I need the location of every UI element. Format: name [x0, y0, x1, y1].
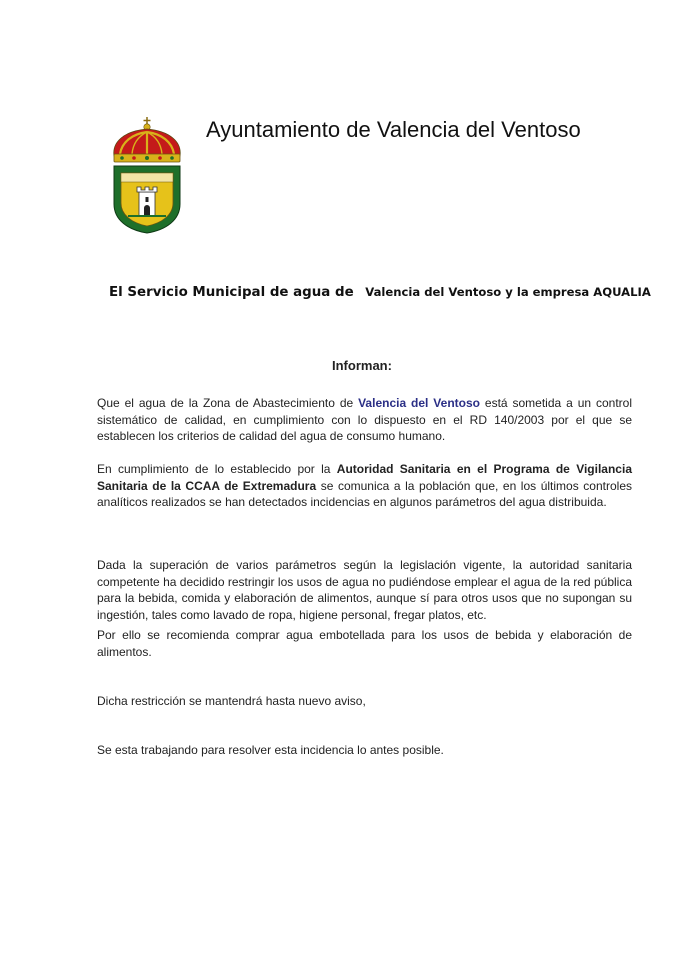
paragraph-restriction-details: Dada la superación de varios parámetros según la legislación vigente, la autoridad sanitaria competente ha decidido restringir los usos de agua no pudiéndose emplear el agua de la red pública para la bebida, comida y elaboración de alimentos, aunque sí para otros usos que no supongan su ingestión, tales como lavado de ropa, higiene personal, fregar platos, etc.: [97, 558, 632, 622]
page-title: Ayuntamiento de Valencia del Ventoso: [206, 117, 581, 142]
p1-town-name: Valencia del Ventoso: [358, 396, 480, 410]
paragraph-bottled-water: Por ello se recomienda comprar agua embotellada para los usos de bebida y elaboración de alimentos.: [97, 628, 632, 659]
p1-text-start: Que el agua de la Zona de Abastecimiento de: [97, 396, 359, 410]
subtitle-service: El Servicio Municipal de agua de: [109, 285, 354, 300]
p2-text-start: En cumplimiento de lo establecido por la: [97, 462, 337, 476]
p2-authority-name: Autoridad Sanitaria en el Programa de Vigilancia Sanitaria de la CCAA de Extremadura: [97, 462, 632, 493]
paragraph-until-notice: Dicha restricción se mantendrá hasta nuevo aviso,: [97, 694, 366, 708]
p2-text-end: se comunica a la población que, en los últimos controles analíticos realizados se han detectados incidencias en algunos parámetros del agua distribuida.: [97, 478, 632, 509]
subtitle-company: Valencia del Ventoso y la empresa AQUALIA: [365, 285, 651, 299]
paragraph-health-authority: [97, 461, 632, 511]
paragraph-working-on-it: Se esta trabajando para resolver esta incidencia lo antes posible.: [97, 743, 444, 757]
paragraph-quality-control: [97, 395, 632, 445]
notice-subtitle: [109, 281, 651, 300]
p1-text-end: está sometida a un control sistemático de calidad, en cumplimiento con lo dispuesto en el RD 140/2003 por el que se establecen los criterios de calidad del agua de consumo humano.: [97, 396, 632, 443]
municipal-crest-icon: [108, 116, 186, 234]
informan-heading: Informan:: [332, 358, 392, 373]
